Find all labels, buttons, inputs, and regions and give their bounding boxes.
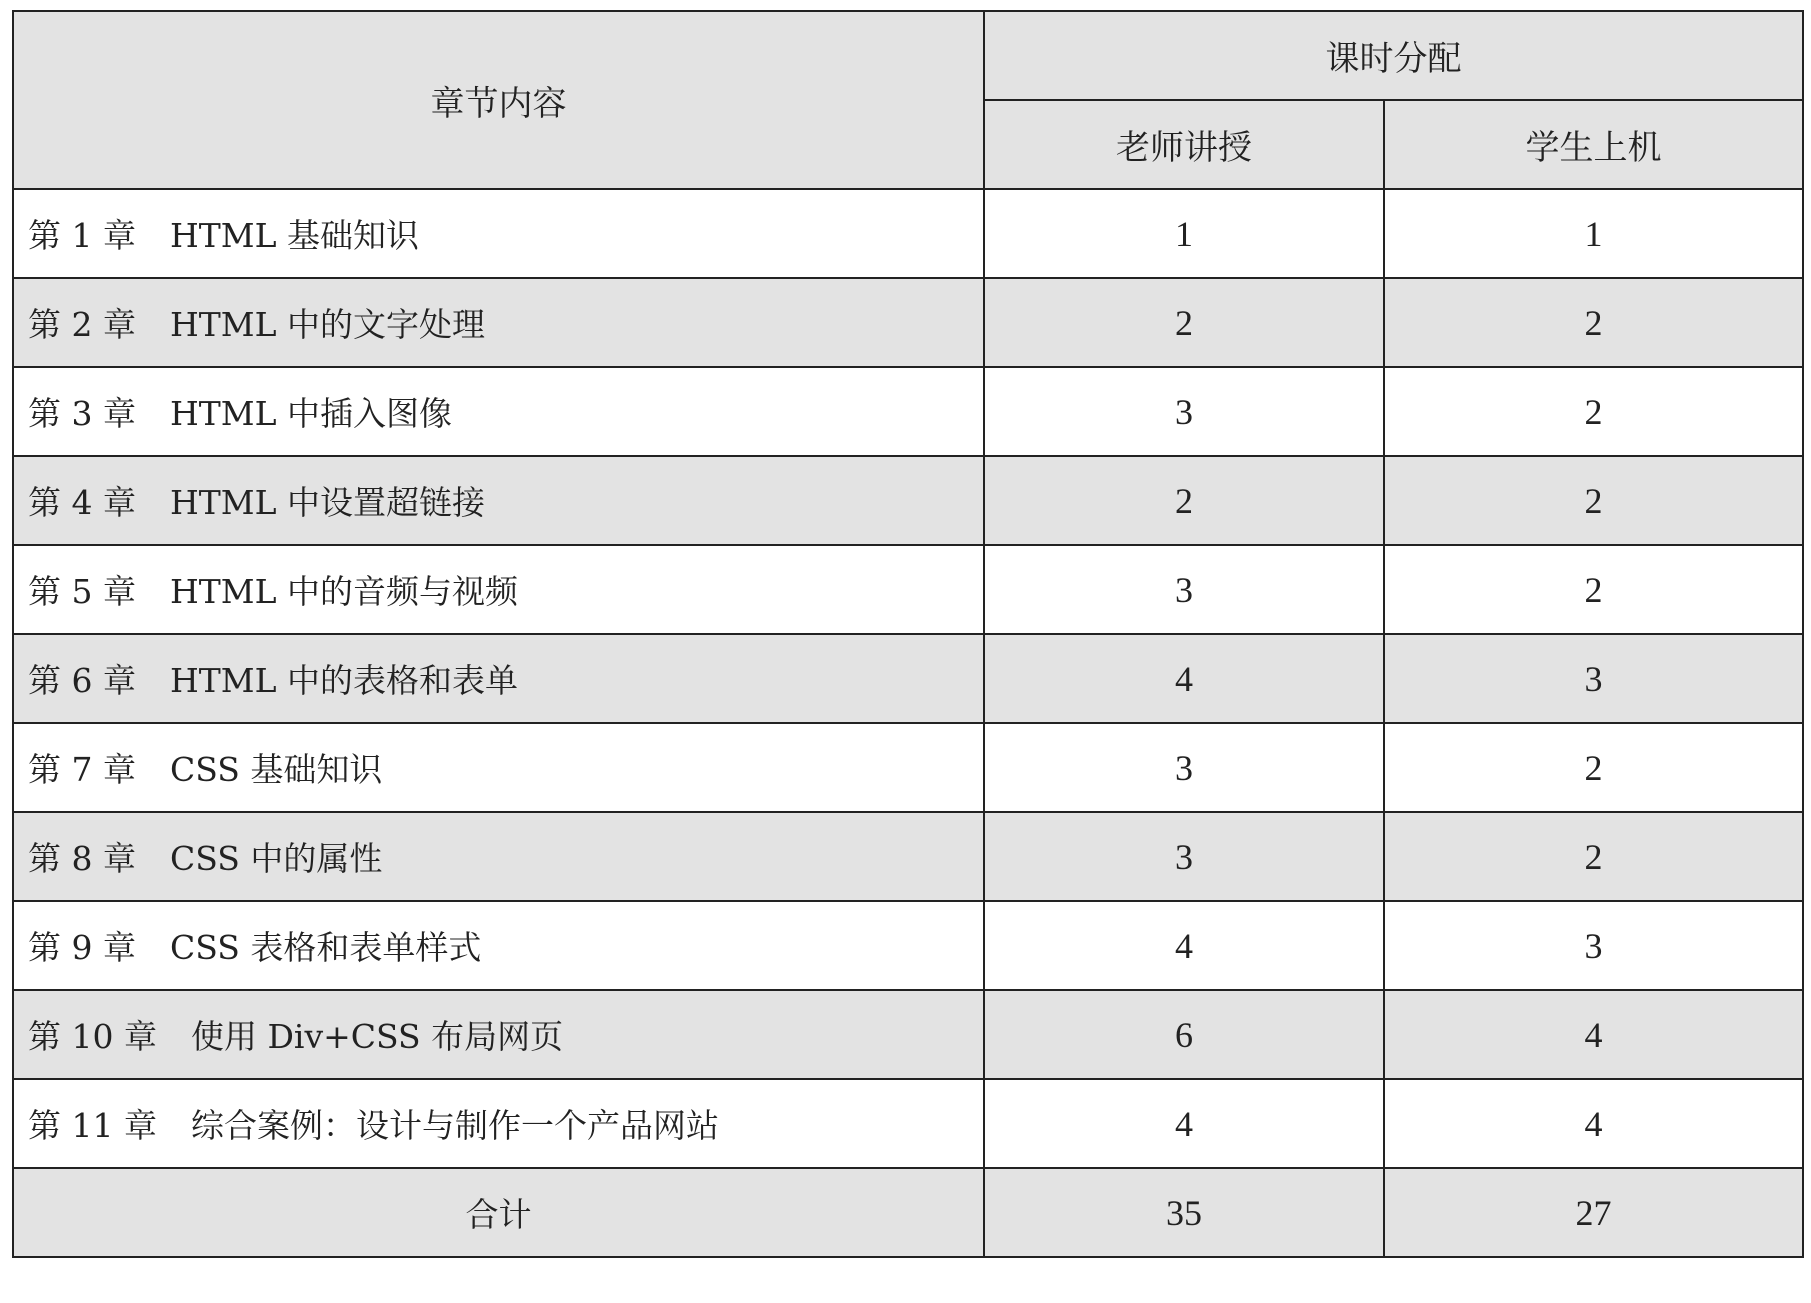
chapter-title: HTML 中设置超链接 [169,483,485,522]
chapter-title: HTML 基础知识 [169,216,419,255]
teacher-hours: 4 [984,634,1384,723]
teacher-hours: 4 [984,1079,1384,1168]
chapter-cell [13,901,984,990]
chapter-cell [13,189,984,278]
chapter-cell [13,278,984,367]
chapter-title: HTML 中的音频与视频 [169,572,518,611]
teacher-hours: 3 [984,367,1384,456]
chapter-number: 第 8 章 [28,839,136,878]
chapter-title: 综合案例：设计与制作一个产品网站 [190,1106,719,1145]
teacher-hours: 3 [984,812,1384,901]
teacher-hours: 6 [984,990,1384,1079]
chapter-number: 第 9 章 [28,928,136,967]
chapter-number: 第 1 章 [28,216,136,255]
header-row-top [13,11,1803,100]
chapter-title: HTML 中的文字处理 [169,305,485,344]
course-hours-table [12,10,1804,1258]
table-row [13,545,1803,634]
chapter-title: 使用 Div+CSS 布局网页 [190,1017,564,1056]
total-label: 合计 [13,1168,984,1257]
student-hours: 3 [1384,901,1803,990]
chapter-cell [13,367,984,456]
table-row [13,189,1803,278]
header-hour-allocation: 课时分配 [984,11,1803,100]
table-row [13,990,1803,1079]
student-hours: 4 [1384,990,1803,1079]
chapter-title: CSS 基础知识 [169,750,383,789]
header-chapter-content: 章节内容 [13,11,984,189]
table-row [13,278,1803,367]
chapter-cell [13,634,984,723]
student-hours: 4 [1384,1079,1803,1168]
chapter-cell [13,1079,984,1168]
chapter-title: HTML 中的表格和表单 [169,661,518,700]
header-student-practice: 学生上机 [1384,100,1803,189]
table-row [13,456,1803,545]
student-hours: 1 [1384,189,1803,278]
total-teacher-hours: 35 [984,1168,1384,1257]
table-row [13,367,1803,456]
header-teacher-lecture: 老师讲授 [984,100,1384,189]
teacher-hours: 1 [984,189,1384,278]
total-student-hours: 27 [1384,1168,1803,1257]
chapter-number: 第 4 章 [28,483,136,522]
table-row [13,812,1803,901]
chapter-number: 第 6 章 [28,661,136,700]
teacher-hours: 2 [984,456,1384,545]
table-row [13,901,1803,990]
student-hours: 2 [1384,278,1803,367]
student-hours: 2 [1384,367,1803,456]
total-row [13,1168,1803,1257]
chapter-number: 第 5 章 [28,572,136,611]
table-row [13,723,1803,812]
chapter-number: 第 11 章 [28,1106,157,1145]
student-hours: 3 [1384,634,1803,723]
chapter-number: 第 3 章 [28,394,136,433]
chapter-number: 第 7 章 [28,750,136,789]
student-hours: 2 [1384,723,1803,812]
chapter-cell [13,545,984,634]
teacher-hours: 3 [984,545,1384,634]
chapter-cell [13,723,984,812]
student-hours: 2 [1384,812,1803,901]
chapter-cell [13,456,984,545]
chapter-title: HTML 中插入图像 [169,394,452,433]
teacher-hours: 4 [984,901,1384,990]
table-row [13,1079,1803,1168]
student-hours: 2 [1384,545,1803,634]
teacher-hours: 2 [984,278,1384,367]
chapter-number: 第 10 章 [28,1017,157,1056]
table-body [13,189,1803,1257]
student-hours: 2 [1384,456,1803,545]
table-row [13,634,1803,723]
chapter-title: CSS 表格和表单样式 [169,928,482,967]
chapter-cell [13,990,984,1079]
chapter-title: CSS 中的属性 [169,839,383,878]
chapter-cell [13,812,984,901]
chapter-number: 第 2 章 [28,305,136,344]
teacher-hours: 3 [984,723,1384,812]
